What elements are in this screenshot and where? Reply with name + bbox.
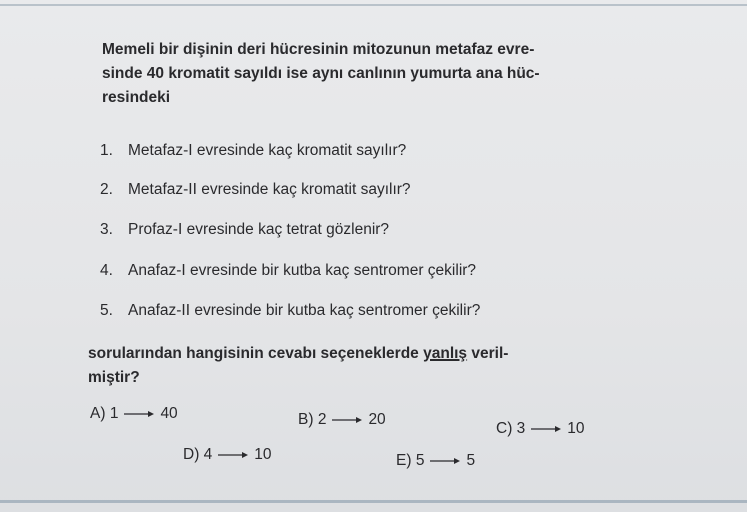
option-from: 4 (203, 446, 213, 463)
question-number: 4. (100, 262, 113, 279)
intro-line-1: Memeli bir dişinin deri hücresinin mitozunun metafaz evre- (102, 41, 535, 58)
option-b[interactable] (298, 411, 386, 429)
option-d[interactable] (183, 446, 272, 464)
top-divider (0, 4, 747, 6)
question-number: 1. (100, 142, 113, 159)
prompt-text-1: sorularından hangisinin cevabı seçeneklerde (88, 345, 424, 362)
option-from: 2 (317, 411, 327, 428)
question-text: Anafaz-II evresinde bir kutba kaç sentromer çekilir? (128, 302, 481, 319)
question-text: Profaz-I evresinde kaç tetrat gözlenir? (128, 221, 390, 238)
option-c[interactable] (496, 420, 585, 438)
intro-line-3: resindeki (102, 89, 171, 106)
option-to: 40 (160, 405, 178, 422)
intro-line-2: sinde 40 kromatit sayıldı ise aynı canlının yumurta ana hüc- (102, 65, 540, 82)
right-arrow-icon (218, 446, 248, 464)
question-intro (102, 38, 662, 110)
right-arrow-icon (531, 420, 561, 438)
option-label: D) (183, 446, 200, 463)
question-item-2 (100, 181, 411, 199)
question-item-4 (100, 262, 476, 280)
option-to: 5 (466, 452, 476, 469)
bottom-divider (0, 500, 747, 503)
right-arrow-icon (124, 405, 154, 423)
question-prompt (88, 342, 678, 390)
option-from: 1 (109, 405, 119, 422)
question-number: 2. (100, 181, 113, 198)
question-number: 5. (100, 302, 113, 319)
option-from: 3 (516, 420, 526, 437)
option-to: 10 (254, 446, 272, 463)
option-label: A) (90, 405, 106, 422)
option-to: 10 (567, 420, 585, 437)
question-item-3 (100, 221, 389, 239)
option-to: 20 (368, 411, 386, 428)
question-text: Metafaz-II evresinde kaç kromatit sayılır? (128, 181, 411, 198)
right-arrow-icon (430, 452, 460, 470)
question-number: 3. (100, 221, 113, 238)
question-item-5 (100, 302, 480, 320)
question-item-1 (100, 142, 406, 160)
question-text: Anafaz-I evresinde bir kutba kaç sentromer çekilir? (128, 262, 477, 279)
question-text: Metafaz-I evresinde kaç kromatit sayılır? (128, 142, 407, 159)
option-label: B) (298, 411, 314, 428)
option-from: 5 (415, 452, 425, 469)
prompt-emphasis: yanlış (423, 345, 468, 362)
right-arrow-icon (332, 411, 362, 429)
option-a[interactable] (90, 405, 178, 423)
prompt-line-2: miştir? (88, 369, 140, 386)
option-label: C) (496, 420, 513, 437)
option-e[interactable] (396, 452, 475, 470)
prompt-text-2: veril- (467, 345, 509, 362)
option-label: E) (396, 452, 412, 469)
